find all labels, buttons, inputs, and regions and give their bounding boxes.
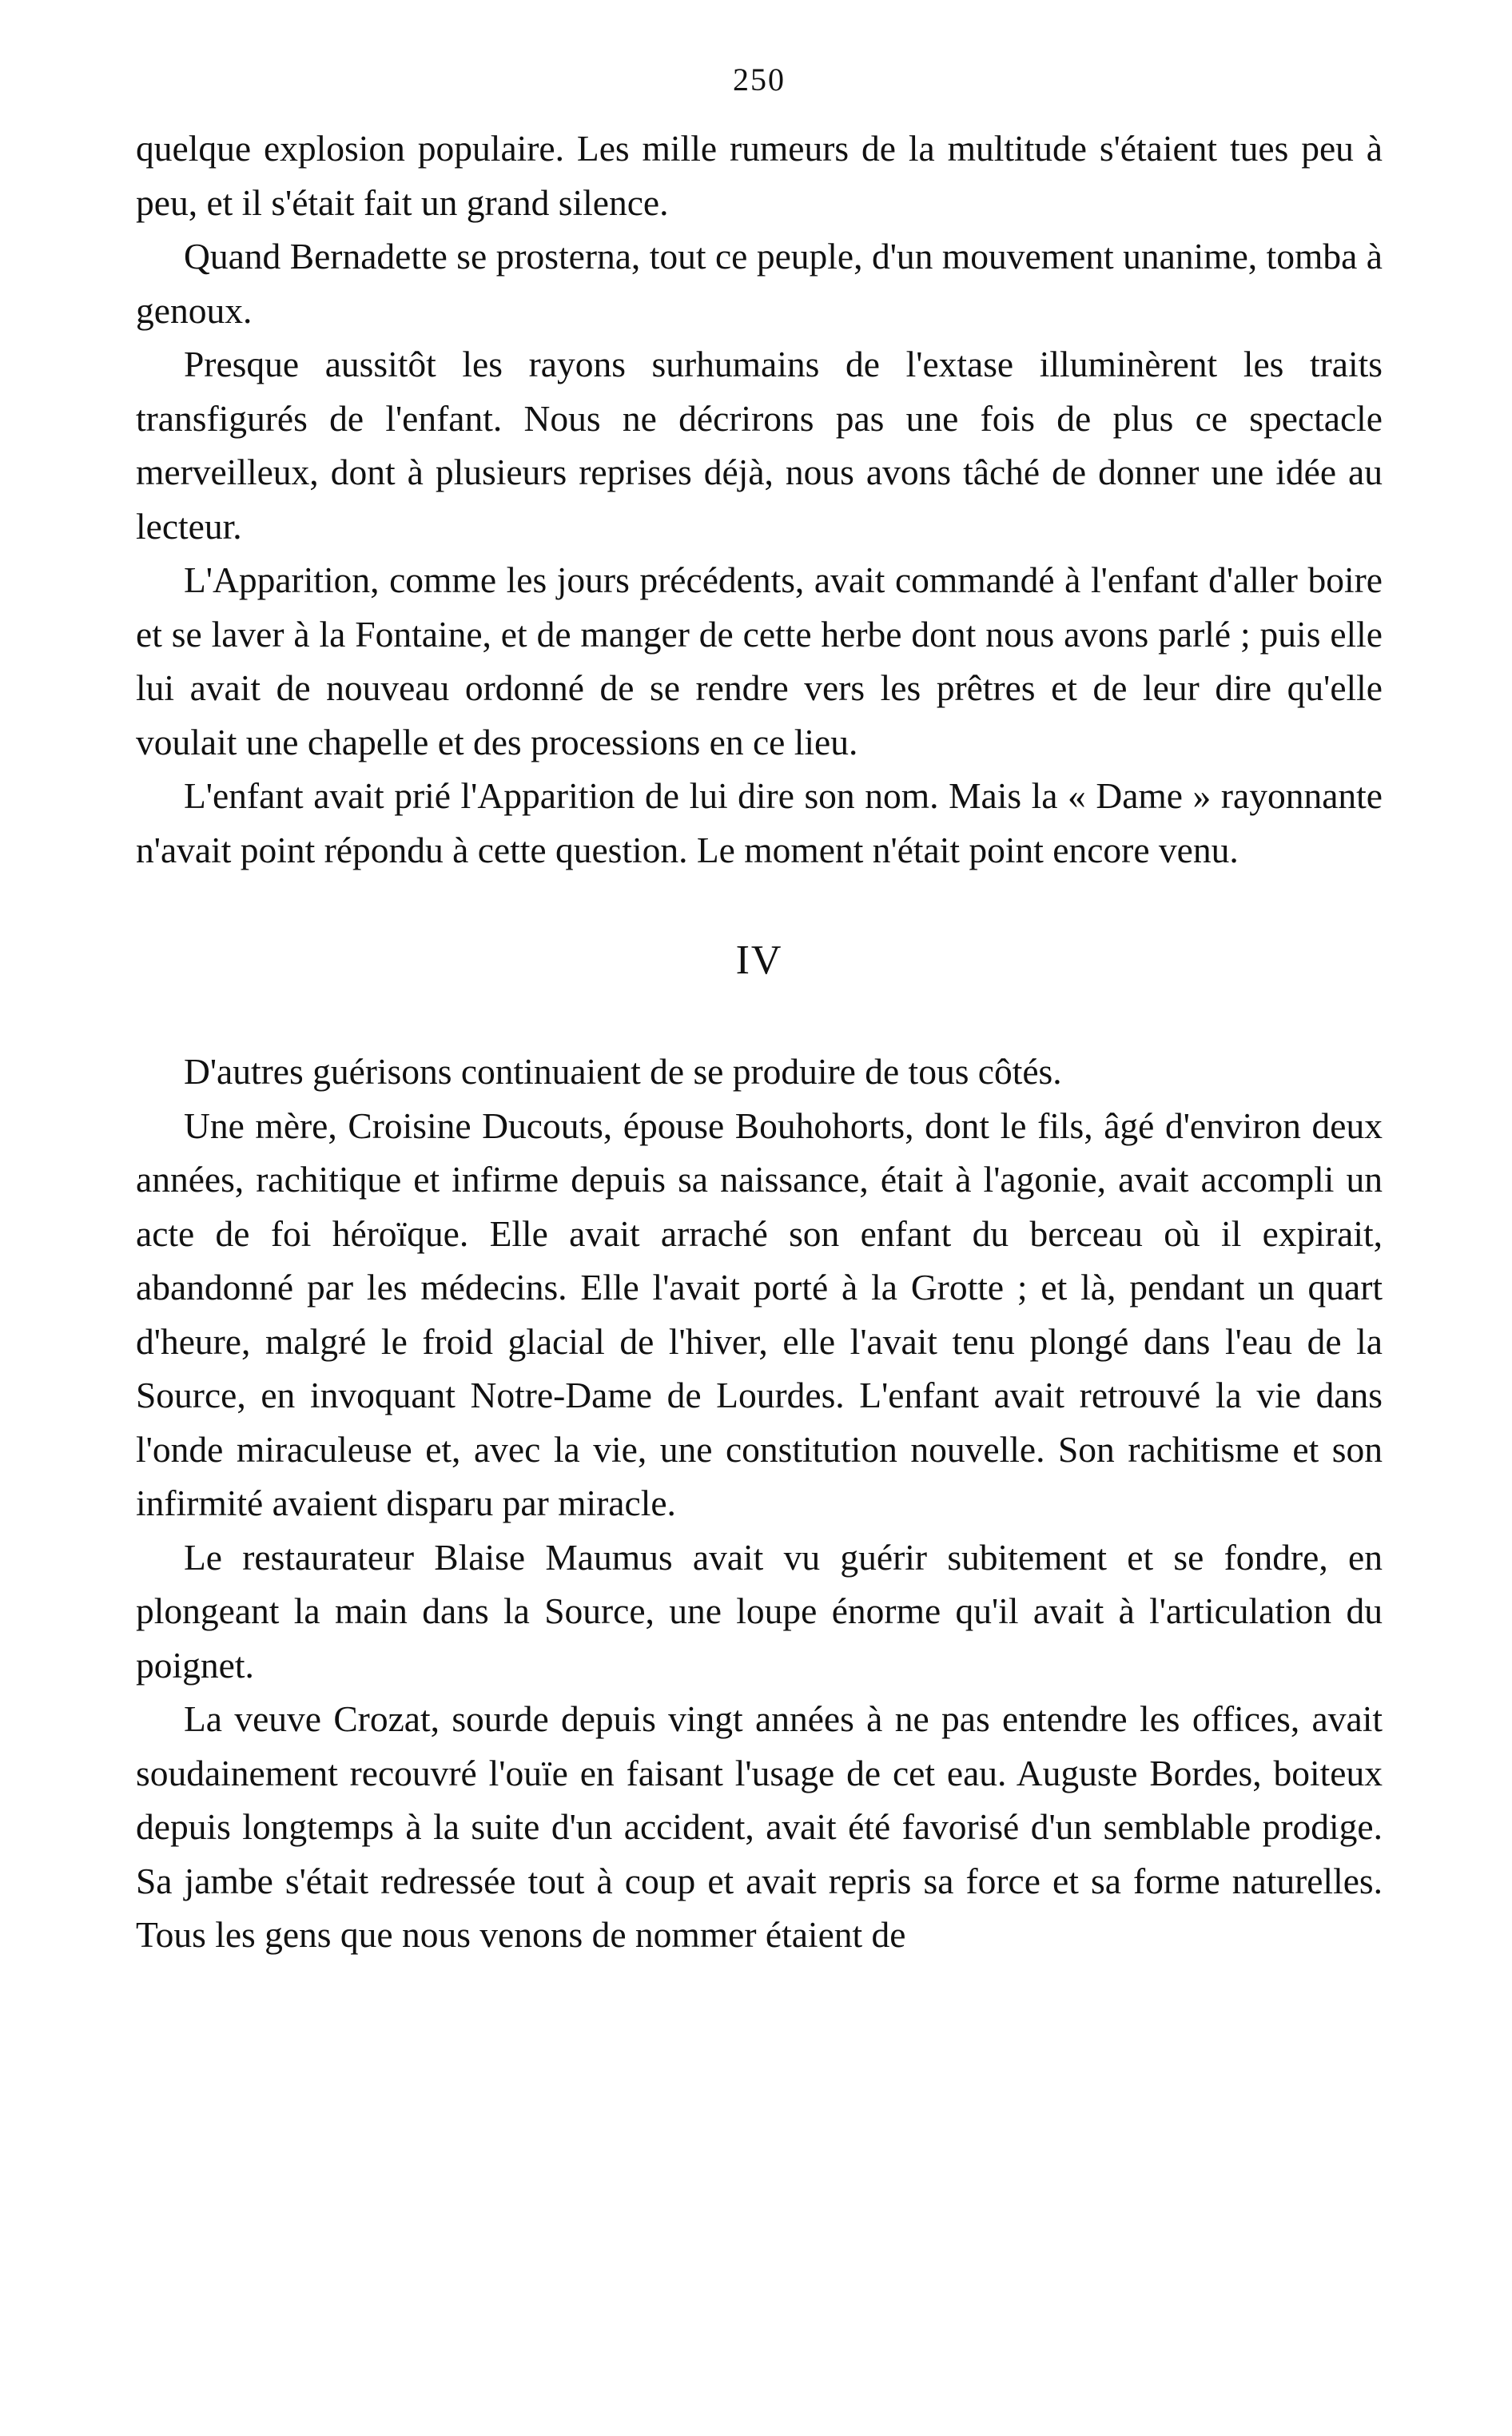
paragraph: L'enfant avait prié l'Apparition de lui dire son nom. Mais la « Dame » rayonnante n'avait point répondu à cette question. Le moment n'était point encore venu. [136,775,1383,870]
section-heading: IV [735,937,783,983]
paragraph: L'Apparition, comme les jours précédents, avait commandé à l'enfant d'aller boire et se laver à la Fontaine, et de manger de cette herbe dont nous avons parlé ; puis elle lui avait de nouveau ordonné de se rendre vers les prêtres et de leur dire qu'elle voulait une chapelle et des processions en ce lieu. [136,559,1383,762]
paragraph: D'autres guérisons continuaient de se produire de tous côtés. [184,1051,1062,1092]
paragraph: Une mère, Croisine Ducouts, épouse Bouhohorts, dont le fils, âgé d'environ deux années, rachitique et infirme depuis sa naissance, était à l'agonie, avait accompli un acte de foi héroïque. Elle avait arraché son enfant du berceau où il expirait, abandonné par les médecins. Elle l'avait porté à la Grotte ; et là, pendant un quart d'heure, malgré le froid glacial de l'hiver, elle l'avait tenu plongé dans l'eau de la Source, en invoquant Notre-Dame de Lourdes. L'enfant avait retrouvé la vie dans l'onde miraculeuse et, avec la vie, une constitution nouvelle. Son rachitisme et son infirmité avaient disparu par miracle. [136,1105,1383,1523]
book-page [136,56,1383,1962]
paragraph: Le restaurateur Blaise Maumus avait vu guérir subitement et se fondre, en plongeant la main dans la Source, une loupe énorme qu'il avait à l'articulation du poignet. [136,1536,1383,1686]
paragraph-continuation: quelque explosion populaire. Les mille rumeurs de la multitude s'étaient tues peu à peu, et il s'était fait un grand silence. [136,128,1383,223]
paragraph: La veuve Crozat, sourde depuis vingt années à ne pas entendre les offices, avait soudainement recouvré l'ouïe en faisant l'usage de cet eau. Auguste Bordes, boiteux depuis longtemps à la suite d'un accident, avait été favorisé d'un semblable prodige. Sa jambe s'était redressée tout à coup et avait repris sa force et sa forme naturelles. Tous les gens que nous venons de nommer étaient de [136,1698,1383,1955]
paragraph: Presque aussitôt les rayons surhumains de l'extase illuminèrent les traits transfigurés de l'enfant. Nous ne décrirons pas une fois de plus ce spectacle merveilleux, dont à plusieurs reprises déjà, nous avons tâché de donner une idée au lecteur. [136,344,1383,547]
page-number: 250 [733,62,786,98]
paragraph: Quand Bernadette se prosterna, tout ce peuple, d'un mouvement unanime, tomba à genoux. [136,236,1383,331]
